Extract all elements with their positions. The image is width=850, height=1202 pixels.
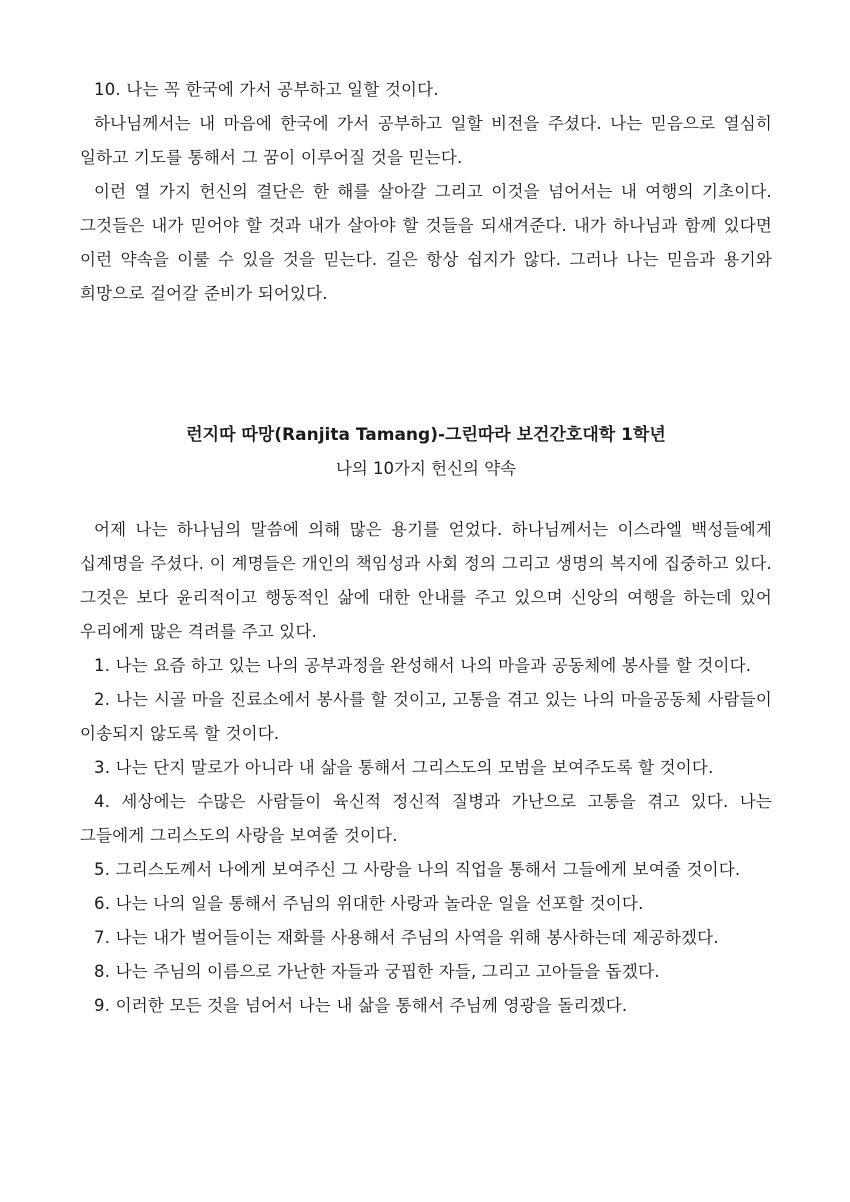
section-heading bbox=[80, 418, 772, 486]
commitment-item: 6. 나는 나의 일을 통해서 주님의 위대한 사랑과 놀라운 일을 선포할 것이다. bbox=[94, 894, 644, 913]
previous-section-ending bbox=[80, 73, 772, 311]
commitment-item: 3. 나는 단지 말로가 아니라 내 삶을 통해서 그리스도의 모범을 보여주도록 할 것이다. bbox=[94, 758, 714, 777]
intro-paragraph: 어제 나는 하나님의 말씀에 의해 많은 용기를 얻었다. 하나님께서는 이스라엘 백성들에게 십계명을 주셨다. 이 계명들은 개인의 책임성과 사회 정의 그리고 생명의 복지에 집중하고 있다. 그것은 보다 윤리적이고 행동적인 삶에 대한 안내를 주고 있으며 신앙의 여행을 하는데 있어 우리에게 많은 격려를 주고 있다. bbox=[80, 520, 772, 641]
author-title: 런지따 따망(Ranjita Tamang)-그린따라 보건간호대학 1학년 bbox=[186, 425, 666, 445]
commitment-item: 1. 나는 요즘 하고 있는 나의 공부과정을 완성해서 나의 마을과 공동체에 봉사를 할 것이다. bbox=[94, 656, 752, 675]
commitment-item: 9. 이러한 모든 것을 넘어서 나는 내 삶을 통해서 주님께 영광을 돌리겠다. bbox=[94, 996, 628, 1015]
commitment-item: 5. 그리스도께서 나에게 보여주신 그 사랑을 나의 직업을 통해서 그들에게 보여줄 것이다. bbox=[94, 860, 741, 879]
essay-body bbox=[80, 513, 772, 1023]
commitment-item: 8. 나는 주님의 이름으로 가난한 자들과 궁핍한 자들, 그리고 고아들을 돕겠다. bbox=[94, 962, 660, 981]
paragraph: 이런 열 가지 헌신의 결단은 한 해를 살아갈 그리고 이것을 넘어서는 내 여행의 기초이다. 그것들은 내가 믿어야 할 것과 내가 살아야 할 것들을 되새겨준다. 내가 하나님과 함께 있다면 이런 약속을 이룰 수 있을 것을 믿는다. 길은 항상 쉽지가 않다. 그러나 나는 믿음과 용기와 희망으로 걸어갈 준비가 되어있다. bbox=[80, 182, 772, 303]
commitment-item: 7. 나는 내가 벌어들이는 재화를 사용해서 주님의 사역을 위해 봉사하는데 제공하겠다. bbox=[94, 928, 719, 947]
commitment-item-10: 10. 나는 꼭 한국에 가서 공부하고 일할 것이다. bbox=[94, 80, 439, 99]
paragraph: 하나님께서는 내 마음에 한국에 가서 공부하고 일할 비전을 주셨다. 나는 믿음으로 열심히 일하고 기도를 통해서 그 꿈이 이루어질 것을 믿는다. bbox=[80, 114, 772, 167]
commitment-item: 2. 나는 시골 마을 진료소에서 봉사를 할 것이고, 고통을 겪고 있는 나의 마을공동체 사람들이 이송되지 않도록 할 것이다. bbox=[80, 690, 772, 743]
commitment-item: 4. 세상에는 수많은 사람들이 육신적 정신적 질병과 가난으로 고통을 겪고 있다. 나는 그들에게 그리스도의 사랑을 보여줄 것이다. bbox=[80, 792, 772, 845]
essay-subtitle: 나의 10가지 헌신의 약속 bbox=[335, 459, 517, 478]
